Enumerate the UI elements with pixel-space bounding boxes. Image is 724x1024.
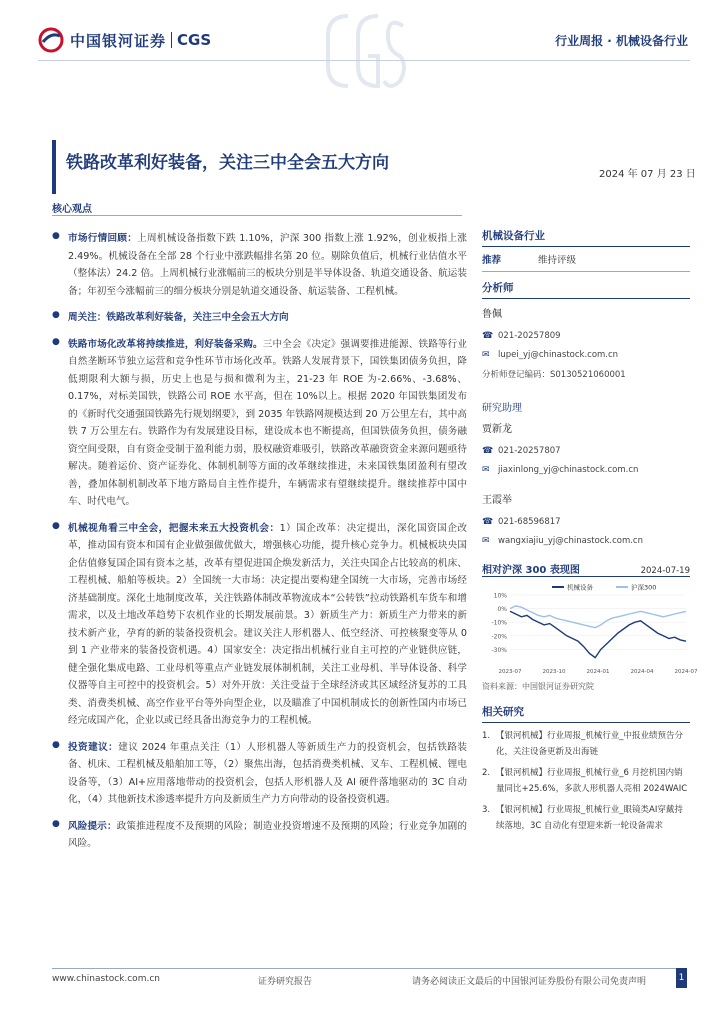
phone-icon: ☎ [482, 330, 494, 341]
assistant2-email[interactable]: wangxiajiu_yj@chinastock.com.cn [498, 535, 643, 546]
bullet-investment-advice [52, 739, 467, 809]
related-item[interactable] [482, 802, 690, 834]
bullet-heading: 风险提示： [68, 820, 117, 832]
report-date: 2024 年 07 月 23 日 [599, 169, 696, 180]
chart-legend-label: 机械设备 [567, 583, 593, 592]
page-number: 1 [676, 968, 687, 988]
assistant2-phone: 021-68596817 [498, 516, 561, 527]
chart-y-tick-label: -20% [491, 633, 507, 641]
assistant2-email-row [482, 531, 690, 550]
bullet-body: 周关注：铁路改革利好装备，关注三中全会五大方向 [68, 312, 289, 323]
core-view-divider [52, 215, 462, 216]
chart-y-tick-label: 0% [497, 606, 507, 614]
chart-y-tick-label: -30% [491, 646, 507, 654]
chart-header [482, 558, 690, 576]
bullet-heading: 投资建议： [68, 741, 119, 753]
bullet-market-review [52, 230, 467, 300]
related-item[interactable] [482, 765, 690, 797]
core-view-body [52, 230, 467, 862]
chart-x-tick-label: 2023-07 [498, 669, 522, 675]
related-item[interactable] [482, 728, 690, 760]
report-type-label: 行业周报 · 机械设备行业 [555, 34, 688, 48]
core-view-label: 核心观点 [52, 204, 92, 215]
related-text: 【银河机械】行业周报_机械行业_眼镜类AI穿戴持续落地，3C 自动化有望迎来新一轮设备需求 [496, 805, 683, 831]
bullet-railway-reform [52, 336, 467, 511]
analyst-cert-row [482, 364, 690, 383]
bullet-heading: 市场行情回顾： [68, 233, 138, 244]
chart-x-tick-label: 2023-10 [542, 669, 566, 675]
bullet-dot-icon: ● [52, 520, 60, 531]
footer-disclaimer: 请务必阅读正文最后的中国银河证券股份有限公司免责声明 [412, 977, 647, 987]
assistant1-phone-row [482, 441, 690, 460]
footer-divider [52, 968, 687, 969]
email-icon: ✉ [482, 535, 490, 546]
bullet-dot-icon: ● [52, 231, 60, 241]
assistant1-phone: 021-20257807 [498, 445, 561, 456]
assistant2-name: 王霞举 [482, 495, 512, 506]
galaxy-logo-icon [38, 27, 64, 53]
phone-icon: ☎ [482, 445, 494, 456]
analyst-title: 分析师 [482, 282, 514, 294]
chart-x-tick-label: 2024-07 [674, 669, 698, 675]
related-list [482, 728, 690, 834]
analyst-name: 鲁佩 [482, 309, 502, 320]
bullet-dot-icon: ● [52, 818, 60, 829]
chart-x-tick-label: 2024-04 [630, 669, 654, 675]
bullet-heading: 机械视角看三中全会，把握未来五大投资机会： [68, 522, 280, 534]
related-num: 1. [482, 731, 491, 741]
bullet-dot-icon: ● [52, 739, 60, 750]
bullet-heading: 铁路市场化改革将持续推进，利好装备采购。 [68, 338, 263, 350]
chart-title: 相对沪深 300 表现图 [482, 565, 580, 576]
bullet-risk-warning [52, 818, 467, 853]
bullet-dot-icon: ● [52, 336, 60, 347]
chart-source: 资料来源：中国银河证券研究院 [482, 682, 594, 691]
analyst-divider [482, 298, 690, 299]
analyst-phone-row [482, 326, 690, 345]
header-divider [38, 60, 690, 61]
chart-series-line-0 [510, 611, 686, 657]
related-title: 相关研究 [482, 706, 524, 718]
analyst-cert: 分析师登记编码：S0130521060001 [482, 369, 626, 380]
analyst-email[interactable]: lupei_yj@chinastock.com.cn [498, 349, 619, 360]
analyst-email-row [482, 345, 690, 364]
logo-cn-text: 中国银河证券 [70, 31, 167, 50]
rating-value: 维持评级 [538, 255, 577, 266]
rating-key: 推荐 [482, 255, 502, 266]
assistant-title: 研究助理 [482, 403, 522, 414]
company-logo [38, 26, 238, 54]
logo-divider [171, 32, 172, 48]
analyst-phone: 021-20257809 [498, 330, 561, 341]
assistant1-email-row [482, 460, 690, 479]
email-icon: ✉ [482, 464, 490, 475]
chart-x-tick-label: 2024-01 [586, 669, 610, 675]
rating-row [482, 247, 690, 271]
report-title: 铁路改革利好装备，关注三中全会五大方向 [66, 153, 389, 173]
related-text: 【银河机械】行业周报_机械行业_6 月挖机国内销量同比+25.6%，多款人形机器人亮相 2024WAIC [496, 768, 688, 794]
related-divider [482, 722, 690, 723]
chart-divider [482, 576, 690, 577]
bullet-dot-icon: ● [52, 310, 60, 320]
rating-divider [482, 271, 690, 272]
chart-y-tick-label: 10% [493, 592, 507, 600]
footer-label: 证券研究报告 [258, 977, 313, 987]
bullet-body: 1）国企改革：决定提出，深化国资国企改革，推动国有资本和国有企业做强做优做大，增强核心功能，提升核心竞争力。机械板块央国企估值修复国企国有资本之基，改革有望促进国企焕发新活力，关注央国企占比较高的机床、工程机械、船舶等板块。2）全国统一大市场：决定提出要构建全国统一大市场，完善市场经济基础制度。深化土地制度改革，关注铁路体制改革物流成本“公转铁”拉动铁路机车货车和增需求，以及土地改革趋势下农机作业的长期发展前景。3）新质生产力：新质生产力带来的新技术新产业，孕育的新的装备投资机会。建议关注人形机器人、低空经济、可控核聚变等从 0 到 1 产业带来的装备投资机遇。4）国家安全：决定指出机械行业自主可控的产业链供应链，健全强化集成电路、工业母机等重点产业链发展体制机制，关注工业母机、半导体设备、科学仪器等自主可控中的投资机会。5）对外开放：关注受益于全球经济或其区域经济复苏的工具类、消费类机械、高空作业平台等外向型企业，以及瞄准了中国机制成长的创新性国内市场已经完成国产化，企业以或已经具备出海竞争力的工程机械。 [68, 522, 468, 726]
related-num: 3. [482, 805, 491, 815]
email-icon: ✉ [482, 349, 490, 360]
bullet-body: 政策推进程度不及预期的风险；制造业投资增速不及预期的风险；行业竞争加剧的风险。 [68, 820, 468, 849]
chart-legend-label: 沪深300 [631, 583, 657, 592]
bullet-body: 上周机械设备指数下跌 1.10%，沪深 300 指数上涨 1.92%，创业板指上涨 2.49%。机械设备在全部 28 个行业中涨跌幅排名第 20 位。剔除负值后，机械行业估值水平（整体法）24.2 倍。上周机械行业涨幅前三的板块分别是半导体设备、轨道交通设备、航运装备；年初至今涨幅前三的细分板块分别是轨道交通设备、航运装备、工程机械。 [68, 233, 467, 297]
related-num: 2. [482, 768, 491, 778]
bullet-third-plenum [52, 520, 467, 730]
assistant2-phone-row [482, 512, 690, 531]
bullet-body: 三中全会《决定》强调要推进能源、铁路等行业自然垄断环节独立运营和竞争性环节市场化改革。铁路人发展背景下，国铁集团债务负担，降低期限利大额与损，历史上也是与损和微利为主，21-23 年 ROE 为-2.66%、-3.68%、0.17%，对标美国铁，铁路公司 ROE 水平高，但在 10%以上。根据 2020 年国铁集团发布的《新时代交通强国铁路先行规划纲要》，到 2035 年铁路网规模达到 20 万公里左右，其中高铁 7 万公里左右。铁路作为有发展建设目标，建设成本也不断提高，但国铁债务负担，债务融资空间受限，自有资金受制于盈利能力弱，股权融资难吸引，铁路改革融资资金来源问题亟待解决。随着运价、资产证券化、体制机制等方面的改革继续推进，未来国铁集团盈利有望改善，叠加体制机制改革下地方路局自主性作提升，车辆需求有望继续提升。继续推荐中国中车、时代电气。 [68, 338, 467, 507]
bullet-body: 建议 2024 年重点关注（1）人形机器人等新质生产力的投资机会，包括铁路装备、机床、工程机械及船舶加工等，（2）聚焦出海，包括消费类机械、叉车、工程机械、锂电设备等，（3）AI+应用落地带动的投资机会，包括人形机器人及 AI 硬件落地驱动的 3C 自动化，（4）其他新技术渗透率提升方向及新质生产力方向带动的设备投资机遇。 [68, 741, 468, 805]
bullet-weekly-focus [52, 309, 467, 327]
logo-en-text: CGS [177, 31, 212, 49]
chart-y-tick-label: -10% [491, 619, 507, 627]
relative-performance-chart [482, 581, 698, 677]
sidebar [482, 226, 698, 834]
footer-url[interactable]: www.chinastock.com.cn [52, 974, 160, 984]
assistant1-name: 贾新龙 [482, 424, 512, 435]
cgs-watermark-icon [318, 6, 408, 106]
assistant1-email[interactable]: jiaxinlong_yj@chinastock.com.cn [498, 464, 639, 475]
title-accent-bar [52, 140, 56, 194]
related-text: 【银河机械】行业周报_机械行业_中报业绩预告分化，关注设备更新及出海链 [496, 731, 684, 757]
phone-icon: ☎ [482, 516, 494, 527]
chart-date: 2024-07-19 [640, 566, 690, 576]
chart-series-line-1 [510, 606, 686, 628]
industry-title: 机械设备行业 [482, 230, 545, 242]
